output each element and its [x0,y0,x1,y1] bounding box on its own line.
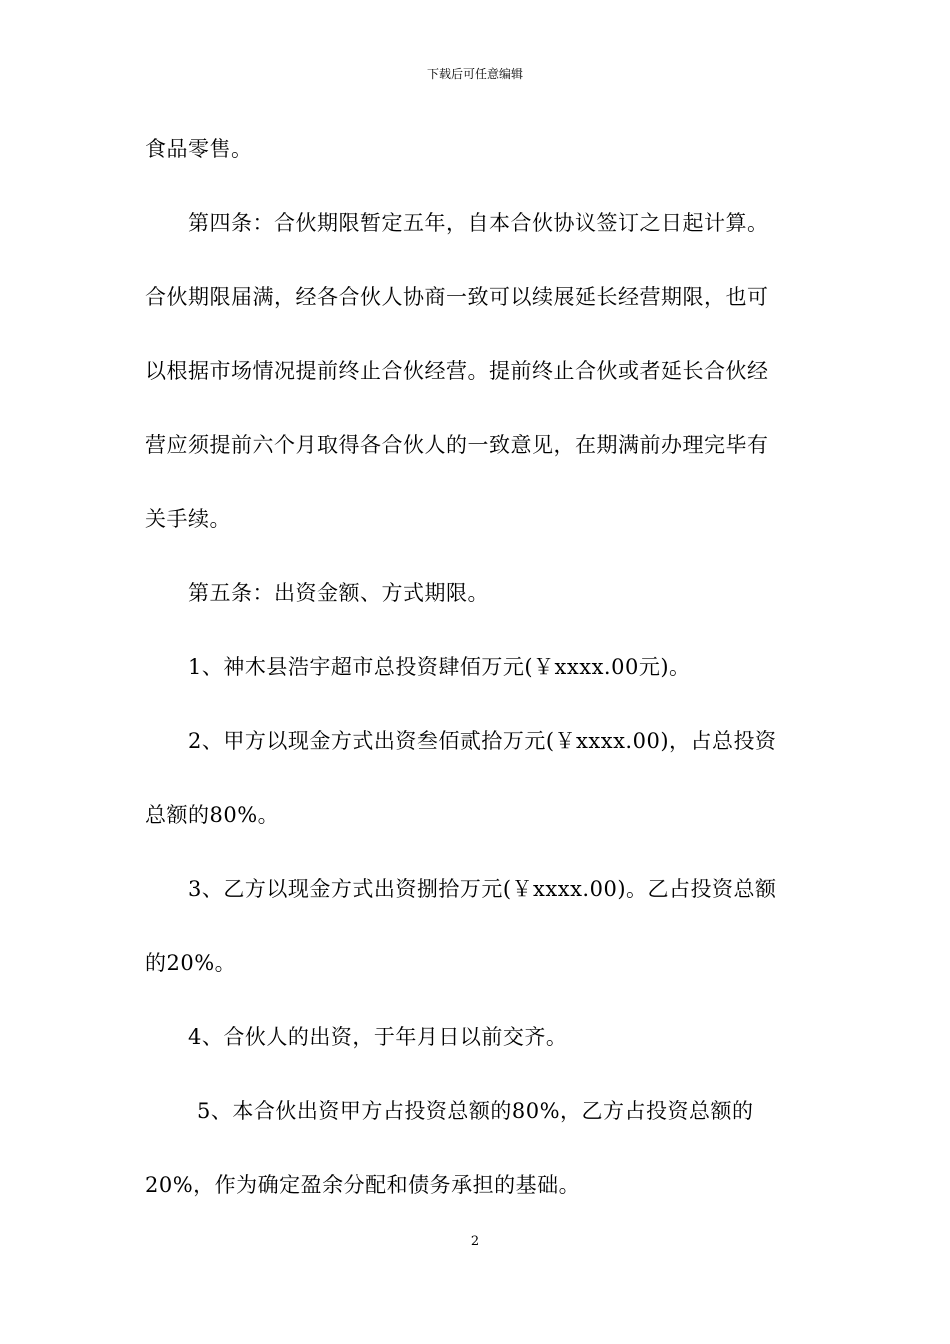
list-item-4: 4、合伙人的出资，于年月日以前交齐。 [188,1025,568,1049]
paragraph-line: 以根据市场情况提前终止合伙经营。提前终止合伙或者延长合伙经 [145,359,769,383]
paragraph-line: 20%，作为确定盈余分配和债务承担的基础。 [145,1173,581,1197]
paragraph-line: 食品零售。 [145,137,253,161]
list-item-1: 1、神木县浩宇超市总投资肆佰万元(￥xxxx.00元)。 [188,655,691,679]
list-item-2: 2、甲方以现金方式出资叁佰贰拾万元(￥xxxx.00)，占总投资 [188,729,777,753]
article-five-heading: 第五条：出资金额、方式期限。 [188,581,489,605]
page-header: 下载后可任意编辑 [426,67,523,81]
article-four-heading: 第四条：合伙期限暂定五年，自本合伙协议签订之日起计算。 [188,211,769,235]
paragraph-line: 营应须提前六个月取得各合伙人的一致意见，在期满前办理完毕有 [145,433,769,457]
paragraph-line: 关手续。 [145,507,231,531]
paragraph-line: 总额的80%。 [145,803,280,827]
paragraph-line: 的20%。 [145,951,237,975]
list-item-3: 3、乙方以现金方式出资捌拾万元(￥xxxx.00)。乙占投资总额 [188,877,777,901]
paragraph-line: 合伙期限届满，经各合伙人协商一致可以续展延长经营期限，也可 [145,285,769,309]
document-body [145,129,807,1239]
list-item-5: 5、本合伙出资甲方占投资总额的80%，乙方占投资总额的 [197,1099,754,1123]
page-number: 2 [470,1234,480,1249]
